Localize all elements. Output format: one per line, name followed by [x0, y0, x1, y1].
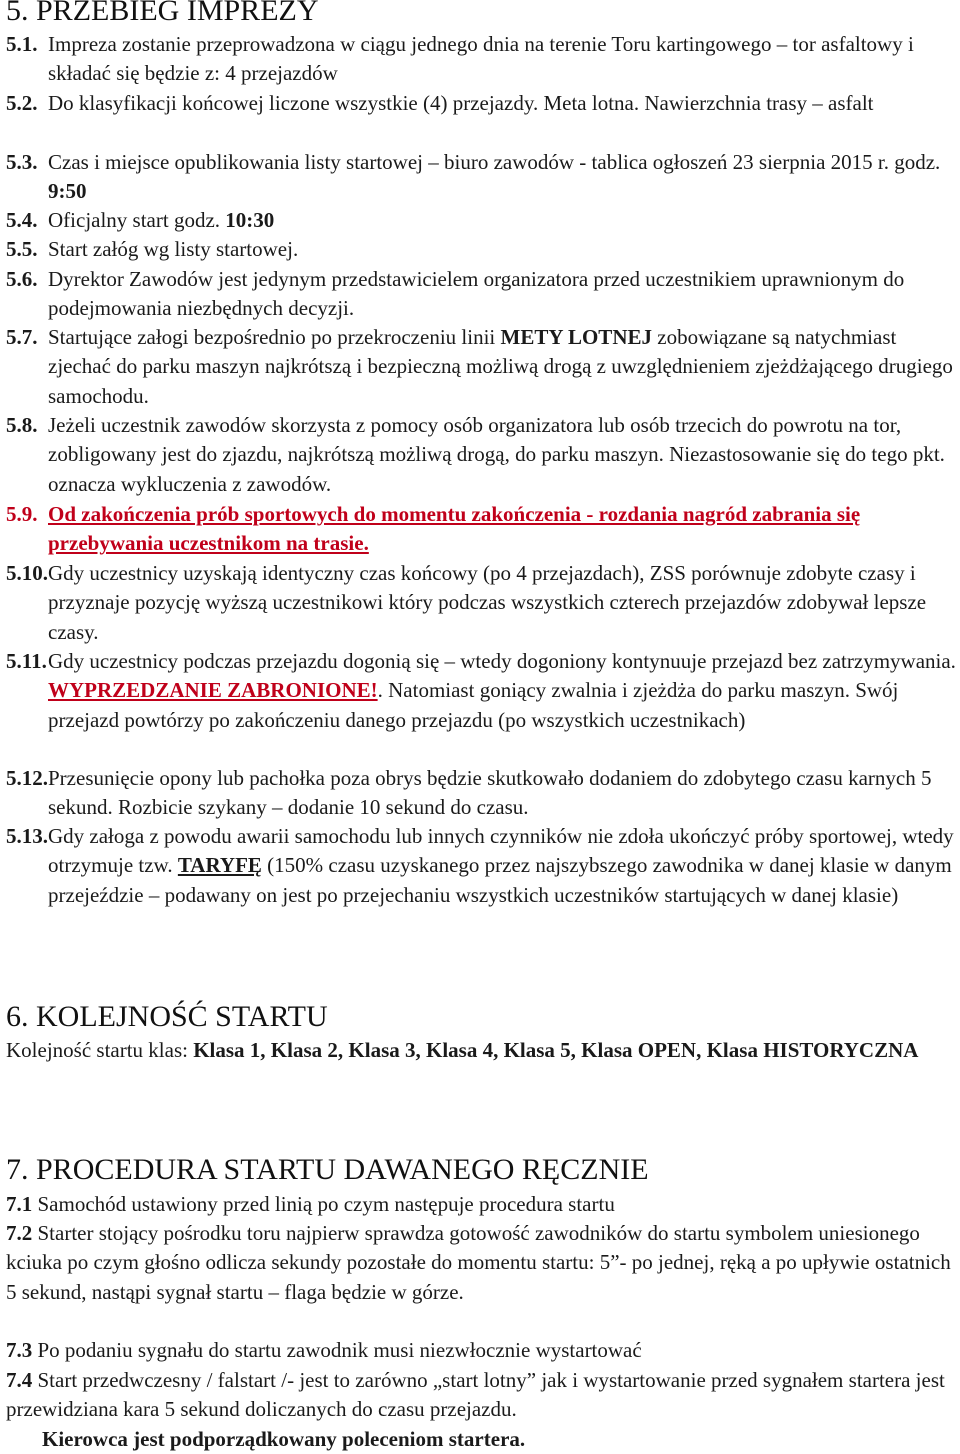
item-text: Starter stojący pośrodku toru najpierw sprawdza gotowość zawodników do startu symbolem uniesionego kciuka po czym głośno odlicza sekundy pozostałe do momentu startu: 5”- po jednej, ręką a po upływie ostatnich 5 sekund, nastąpi sygnał startu – flaga będzie w górze.: [6, 1221, 951, 1304]
item-text: Impreza zostanie przeprowadzona w ciągu jednego dnia na terenie Toru kartingowego – tor asfaltowy i składać się będzie z: 4 przejazdów: [48, 32, 914, 86]
item-5-8: [6, 411, 956, 499]
section-7-heading: 7. PROCEDURA STARTU DAWANEGO RĘCZNIE: [6, 1153, 649, 1186]
item-text-warning: Od zakończenia prób sportowych do momentu zakończenia - rozdania nagród zabrania się przebywania uczestnikom na trasie.: [48, 502, 861, 556]
item-text: Przesunięcie opony lub pachołka poza obrys będzie skutkowało dodaniem do zdobytego czasu karnych 5 sekund. Rozbicie szykany – dodanie 10 sekund do czasu.: [48, 766, 932, 820]
item-number: 7.4: [6, 1368, 33, 1392]
item-text: Gdy załoga z powodu awarii samochodu lub innych czynników nie zdoła ukończyć próby sportowej, wtedy otrzymuje tzw. TARYFĘ (150% czasu uzyskanego przez najszybszego zawodnika w danej klasie w danym przejeździe – podawany on jest po przejechaniu wszystkich uczestników startujących w danej klasie): [48, 824, 954, 907]
tariff-term: TARYFĘ: [177, 853, 262, 878]
item-5-11: [6, 647, 956, 735]
item-number: 5.1.: [6, 32, 38, 56]
item-number: 5.6.: [6, 267, 38, 291]
item-5-12: [6, 764, 956, 823]
start-time: 10:30: [225, 208, 275, 232]
item-text: Startujące załogi bezpośrednio po przekroczeniu linii METY LOTNEJ zobowiązane są natychmiast zjechać do parku maszyn najkrótszą i bezpieczną możliwą drogą z uwzględnieniem zjeżdżającego drugiego samochodu.: [48, 325, 953, 408]
item-7-2: [6, 1219, 958, 1307]
closing-statement: Kierowca jest podporządkowany poleceniom startera.: [42, 1427, 526, 1451]
item-text: Czas i miejsce opublikowania listy startowej – biuro zawodów - tablica ogłoszeń 23 sierpnia 2015 r. godz. 9:50: [48, 150, 941, 204]
item-text: Jeżeli uczestnik zawodów skorzysta z pomocy osób organizatora lub osób trzecich do powrotu na tor, zobligowany jest do zjazdu, najkrótszą możliwą drogą, do parku maszyn. Niezastosowanie się do tego pkt. oznacza wykluczenia z zawodów.: [48, 413, 945, 496]
item-number: 5.11.: [6, 649, 47, 673]
item-5-13: [6, 822, 956, 910]
item-text: Samochód ustawiony przed linią po czym następuje procedura startu: [32, 1192, 615, 1216]
section-5-heading: 5. PRZEBIEG IMPREZY: [6, 0, 319, 27]
item-text: Dyrektor Zawodów jest jedynym przedstawicielem organizatora przed uczestnikiem uprawnionym do podejmowania niezbędnych decyzji.: [48, 267, 905, 321]
item-text: Oficjalny start godz. 10:30: [48, 208, 275, 232]
item-number: 5.4.: [6, 208, 38, 232]
item-number: 5.10.: [6, 561, 48, 585]
item-number: 5.5.: [6, 237, 38, 261]
flying-finish-label: METY LOTNEJ: [500, 325, 652, 349]
item-text: Start załóg wg listy startowej.: [48, 237, 299, 261]
item-text: Do klasyfikacji końcowej liczone wszystkie (4) przejazdy. Meta lotna. Nawierzchnia trasy – asfalt: [48, 91, 874, 115]
section-6-heading: 6. KOLEJNOŚĆ STARTU: [6, 1000, 328, 1033]
item-5-5: [6, 235, 956, 264]
publication-time: 9:50: [48, 179, 87, 204]
item-7-4: [6, 1366, 958, 1425]
item-5-7: [6, 323, 956, 411]
start-order-paragraph: [6, 1036, 958, 1065]
no-overtaking-warning: WYPRZEDZANIE ZABRONIONE!: [48, 678, 378, 703]
item-5-2: [6, 89, 956, 118]
item-number: 5.13.: [6, 824, 48, 848]
item-5-6: [6, 265, 956, 324]
item-number: 7.3: [6, 1338, 33, 1362]
item-7-1: [6, 1190, 958, 1219]
item-text: Start przedwczesny / falstart /- jest to zarówno „start lotny” jak i wystartowanie przed sygnałem startera jest przewidziana kara 5 sekund doliczanych do czasu przejazdu.: [6, 1368, 945, 1422]
item-text: Gdy uczestnicy uzyskają identyczny czas końcowy (po 4 przejazdach), ZSS porównuje zdobyte czasy i przyznaje pozycję wyższą uczestnikowi który podczas wszystkich czterech przejazdów zdobywał lepsze czasy.: [48, 561, 927, 644]
start-order-label: Kolejność startu klas:: [6, 1038, 194, 1062]
item-text: Po podaniu sygnału do startu zawodnik musi niezwłocznie wystartować: [32, 1338, 642, 1362]
item-number: 5.3.: [6, 150, 38, 174]
start-order-classes: Klasa 1, Klasa 2, Klasa 3, Klasa 4, Klasa 5, Klasa OPEN, Klasa HISTORYCZNA: [193, 1038, 919, 1062]
item-number: 5.8.: [6, 413, 38, 437]
item-5-9: [6, 500, 956, 559]
item-number: 5.9.: [6, 502, 38, 526]
item-number: 7.2: [6, 1221, 33, 1245]
item-5-3: [6, 148, 956, 207]
item-number: 7.1: [6, 1192, 33, 1216]
item-5-1: [6, 30, 956, 89]
item-number: 5.2.: [6, 91, 38, 115]
item-7-3: [6, 1336, 958, 1365]
item-number: 5.7.: [6, 325, 38, 349]
item-5-4: [6, 206, 956, 235]
item-5-10: [6, 559, 956, 647]
item-number: 5.12.: [6, 766, 48, 790]
item-text: Gdy uczestnicy podczas przejazdu dogonią się – wtedy dogoniony kontynuuje przejazd bez zatrzymywania. WYPRZEDZANIE ZABRONIONE!. Natomiast goniący zwalnia i zjeżdża do parku maszyn. Swój przejazd powtórzy po zakończeniu danego przejazdu (po wszystkich uczestnikach): [48, 649, 956, 732]
